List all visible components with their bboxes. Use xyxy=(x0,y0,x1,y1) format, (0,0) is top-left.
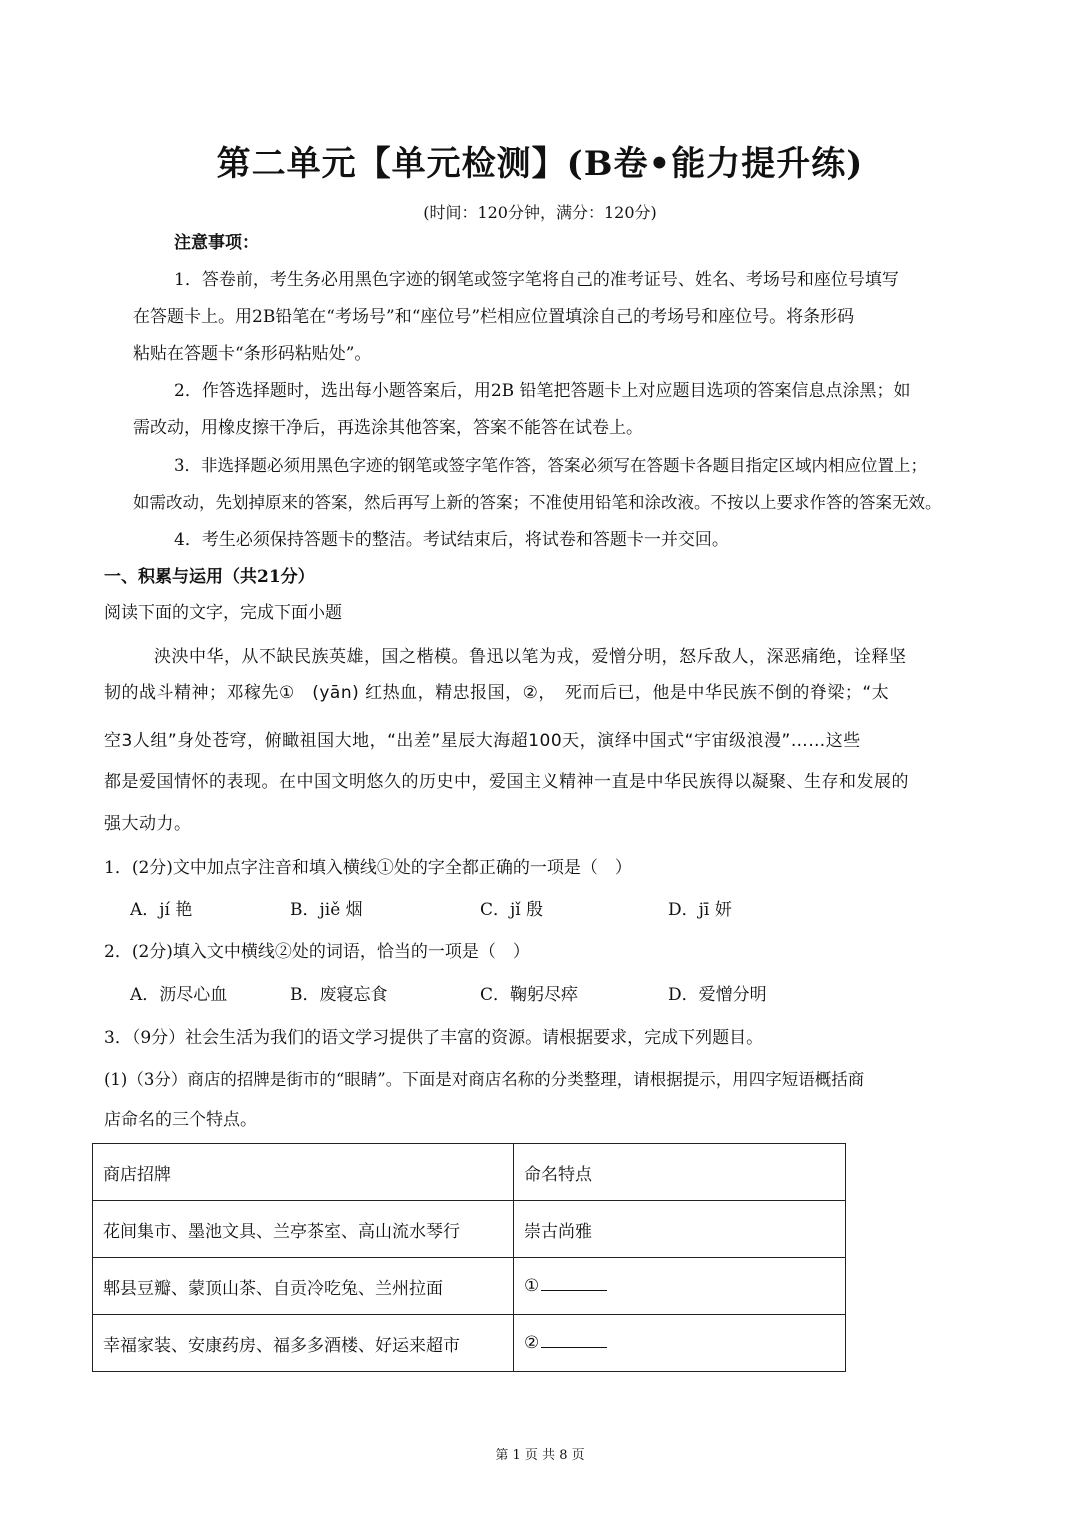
notice-line: 在答题卡上。用2B铅笔在“考场号”和“座位号”栏相应位置填涂自己的考场号和座位号。将条形码 xyxy=(133,307,855,327)
notice-line: 4．考生必须保持答题卡的整洁。考试结束后，将试卷和答题卡一并交回。 xyxy=(174,530,729,550)
question-2-stem: 2．(2分)填入文中横线②处的词语，恰当的一项是（ ） xyxy=(104,942,530,962)
notice-line: 1．答卷前，考生务必用黑色字迹的钢笔或签字笔将自己的准考证号、姓名、考场号和座位号填写 xyxy=(174,270,899,290)
question-2-option-b[interactable]: B．废寝忘食 xyxy=(290,985,388,1005)
answer-blank[interactable] xyxy=(541,1276,607,1291)
question-3-1-text: 店命名的三个特点。 xyxy=(104,1110,257,1130)
table-cell: 郫县豆瓣、蒙顶山茶、自贡冷吃兔、兰州拉面 xyxy=(93,1258,514,1315)
notice-heading: 注意事项： xyxy=(174,233,259,253)
question-1-option-d[interactable]: D．jī 妍 xyxy=(668,900,732,920)
answer-cell-2[interactable] xyxy=(514,1315,846,1372)
answer-marker: ① xyxy=(524,1276,540,1296)
notice-line: 如需改动，先划掉原来的答案，然后再写上新的答案；不准使用铅笔和涂改液。不按以上要求作答的答案无效。 xyxy=(133,493,942,512)
shop-sign-table xyxy=(92,1143,846,1372)
table-row xyxy=(93,1258,846,1315)
question-1-stem: 1．(2分)文中加点字注音和填入横线①处的字全都正确的一项是（ ） xyxy=(104,858,632,878)
question-2-option-d[interactable]: D．爱憎分明 xyxy=(668,985,767,1005)
passage-line: 都是爱国情怀的表现。在中国文明悠久的历史中，爱国主义精神一直是中华民族得以凝聚、生存和发展的 xyxy=(104,772,909,792)
passage-line: 韧的战斗精神；邓稼先① (yān) 红热血，精忠报国，②， 死而后已，他是中华民族不倒的脊梁；“太 xyxy=(104,683,890,703)
page-title: 第二单元【单元检测】(B卷•能力提升练) xyxy=(216,144,864,184)
answer-marker: ② xyxy=(524,1333,540,1353)
notice-line: 2．作答选择题时，选出每小题答案后，用2B 铅笔把答题卡上对应题目选项的答案信息点涂黑；如 xyxy=(174,381,911,401)
question-1-option-b[interactable]: B．jiě 烟 xyxy=(290,900,363,920)
question-1-option-a[interactable]: A．jí 艳 xyxy=(130,900,193,920)
question-3-stem: 3．（9分）社会生活为我们的语文学习提供了丰富的资源。请根据要求，完成下列题目。 xyxy=(104,1028,764,1048)
table-row xyxy=(93,1201,846,1258)
section-heading: 一、积累与运用（共21分） xyxy=(104,567,315,587)
table-header: 命名特点 xyxy=(514,1144,846,1201)
question-1-option-c[interactable]: C．jǐ 殷 xyxy=(480,900,544,920)
table-header: 商店招牌 xyxy=(93,1144,514,1201)
table-cell: 幸福家装、安康药房、福多多酒楼、好运来超市 xyxy=(93,1315,514,1372)
reading-instruction: 阅读下面的文字，完成下面小题 xyxy=(104,603,342,623)
answer-cell-1[interactable] xyxy=(514,1258,846,1315)
answer-blank[interactable] xyxy=(541,1333,607,1348)
question-3-1-text: (1)（3分）商店的招牌是街市的“眼睛”。下面是对商店名称的分类整理，请根据提示，用四字短语概括商 xyxy=(104,1070,865,1089)
notice-line: 需改动，用橡皮擦干净后，再选涂其他答案，答案不能答在试卷上。 xyxy=(133,418,643,438)
notice-line: 3．非选择题必须用黑色字迹的钢笔或签字笔作答，答案必须写在答题卡各题目指定区域内相应位置上； xyxy=(174,456,927,475)
page-footer: 第 1 页 共 8 页 xyxy=(495,1448,585,1463)
table-cell: 花间集市、墨池文具、兰亭茶室、高山流水琴行 xyxy=(93,1201,514,1258)
passage-line: 泱泱中华，从不缺民族英雄，国之楷模。鲁迅以笔为戎，爱憎分明，怒斥敌人，深恶痛绝，诠释坚 xyxy=(154,647,907,667)
exam-time-score: (时间：120分钟，满分：120分) xyxy=(423,203,657,222)
question-2-option-a[interactable]: A．沥尽心血 xyxy=(130,985,228,1005)
table-header-row xyxy=(93,1144,846,1201)
notice-line: 粘贴在答题卡“条形码粘贴处”。 xyxy=(133,344,372,364)
passage-line: 强大动力。 xyxy=(104,814,192,834)
table-cell: 崇古尚雅 xyxy=(514,1201,846,1258)
passage-line: 空3人组”身处苍穹，俯瞰祖国大地，“出差”星辰大海超100天，演绎中国式“宇宙级浪漫”……这些 xyxy=(104,731,861,751)
table-row xyxy=(93,1315,846,1372)
question-2-option-c[interactable]: C．鞠躬尽瘁 xyxy=(480,985,579,1005)
